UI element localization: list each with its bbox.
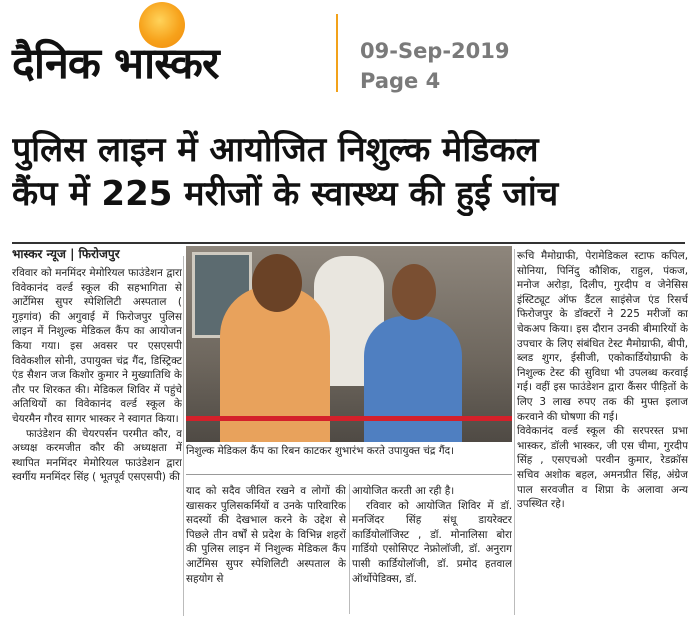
byline-rule: [12, 242, 685, 244]
byline: भास्कर न्यूज | फिरोजपुर: [12, 247, 120, 261]
article-headline: [12, 128, 692, 216]
col4-paragraph-2: विवेकानंद वर्ल्ड स्कूल की सरपरस्त प्रभा भास्कर, डॉली भास्कर, जी एस चीमा, गुरदीप सिंह , एसएचओ परवीन कुमार, रेडक्रॉस सचिव अशोक बहल, अमनप्रीत सिंह, अंग्रेज पाल सरवजीत व शिप्रा के अलावा अन्य उपस्थित रहे।: [517, 425, 688, 511]
col3-paragraph-1: आयोजित करती आ रही है।: [352, 485, 455, 497]
article-column-3: [352, 484, 512, 614]
headline-line-1: पुलिस लाइन में आयोजित निशुल्क मेडिकल: [12, 130, 539, 170]
article-column-4: [517, 249, 688, 619]
col4-paragraph-1: रूचि मैमोग्राफी, पेरामेडिकल स्टाफ कपिल, सोनिया, पिनिंदु कौशिक, राहुल, पंकज, मनोज अरोड़ा, दिलीप, गुरदीप व जेनेसिस इंस्टिट्यूट ऑफ डैंटल साइंसेज एंड रिसर्च फिरोजपुर के डॉक्टरों ने 225 मरीजों का चेकअप किया। इस दौरान उनकी बीमारियों के उपचार के लिए संबंधित टेस्ट मैमोग्राफी, बीपी, ब्लड शुगर, ईसीजी, एकोकार्डियोग्राफी के निशुल्क टेस्ट की सुविधा भी उपलब्ध करवाई गई। वहीं इस फाउंडेशन द्वारा कैंसर पीड़ितों के लिए 3 लाख रुपए तक की मुफ्त इलाज करवाने की घोषणा की गई।: [517, 250, 688, 423]
photo-person-right: [364, 316, 462, 442]
caption-rule: [186, 474, 512, 475]
col1-paragraph-2: फाउंडेशन की चेयरपर्सन परमीत कौर, व अध्यक्ष करमजीत कौर की अध्यक्षता में स्थापित मनमिंदर मेमोरियल फाउंडेशन द्वारा स्वर्गीय मनमिंदर सिंह ( भूतपूर्व एसएसपी) की: [12, 427, 182, 484]
article-column-2: याद को सदैव जीवित रखने व लोगों की खासकर पुलिसकर्मियों व उनके पारिवारिक सदस्यों की देखभाल करने के उद्देश से पिछले तीन वर्षों से प्रदेश के विभिन्न शहरों की पुलिस लाइन में निशुल्क मेडिकल कैंप आर्टेमिस सुपर स्पेशिलिटी अस्पताल के सहयोग से: [186, 485, 346, 585]
column-rule: [349, 484, 350, 614]
article-photo: [186, 246, 512, 442]
col3-paragraph-2: रविवार को आयोजित शिविर में डॉ. मनजिंदर सिंह संधू डायरेक्टर कार्डियोलॉजिस्ट , डॉ. मोनालिसा बोरा गार्डियो एसोसिएट नेफ्रोलॉजी, डॉ. अनुराग पासी कार्डियोलॉजी, डॉ. प्रमोद हतवाल ऑर्थोपेडिक्स, डॉ.: [352, 499, 512, 585]
page-number: Page 4: [360, 69, 441, 93]
col1-paragraph-1: रविवार को मनमिंदर मेमोरियल फाउंडेशन द्वारा विवेकानंद वर्ल्ड स्कूल की सहभागिता से आर्टेमिस सुपर स्पेशिलिटी अस्पताल ( गुड़गांव) की अगुवाई में फिरोजपुर पुलिस लाइन में निशुल्क मेडिकल कैंप का आयोजन किया गया। इस अवसर पर एसएसपी विवेकशील सोनी, उपायुक्त चंद्र गैंद, डिस्ट्रिक्ट एंड सैशन जज किशोर कुमार ने मुख्यातिथि के तौर पर शिरकत की। मेडिकल शिविर में पहुंचे अतिथियों का विवेकानंद वर्ल्ड स्कूल के चेयरमैन गौरव सागर भास्कर ने स्वागत किया।: [12, 267, 182, 425]
photo-caption: निशुल्क मेडिकल कैंप का रिबन काटकर शुभारंभ करते उपायुक्त चंद्र गैंद।: [186, 445, 455, 457]
headline-line-2: कैंप में 225 मरीजों के स्वास्थ्य की हुई जांच: [12, 174, 559, 214]
article-column-1: [12, 266, 182, 616]
ribbon: [186, 416, 512, 421]
edition-date: 09-Sep-2019: [360, 39, 510, 63]
column-rule: [514, 249, 515, 615]
masthead-divider: [336, 14, 338, 92]
column-rule: [183, 256, 184, 616]
masthead-logo: दैनिक भास्कर: [12, 39, 219, 89]
